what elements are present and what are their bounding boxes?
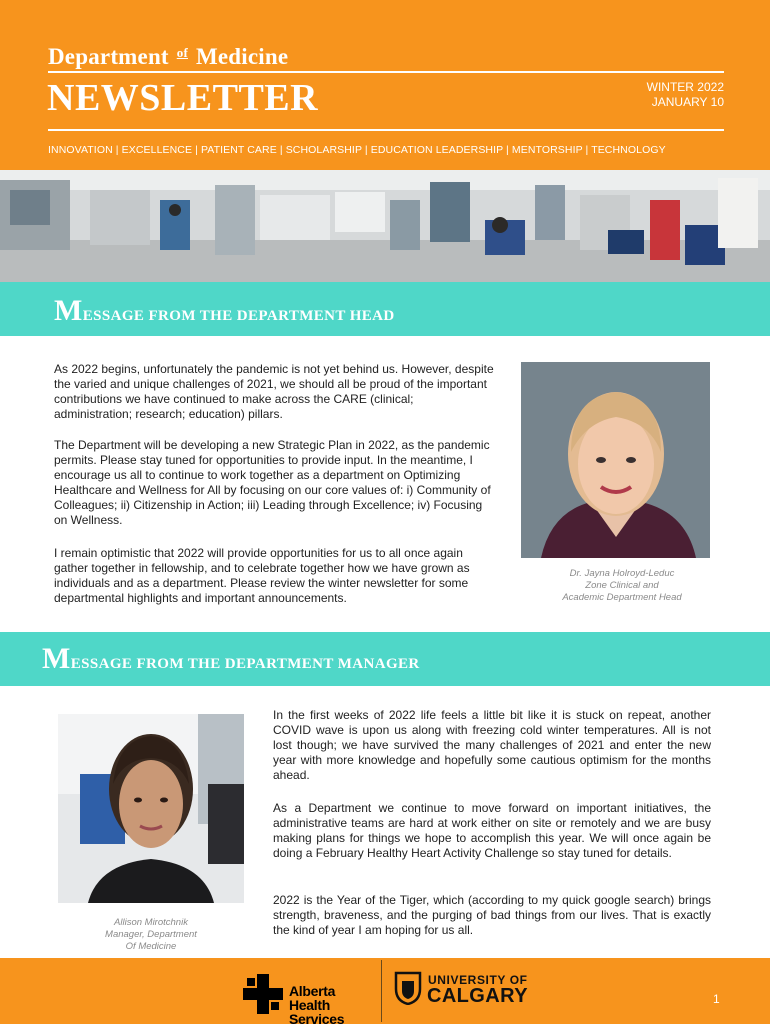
caption-role-line1: Zone Clinical and [585, 580, 659, 591]
department-prefix: Department [48, 44, 169, 69]
department-head-portrait [521, 362, 710, 558]
issue-date [647, 80, 724, 110]
header-divider-bottom [48, 129, 724, 131]
department-manager-caption [58, 917, 244, 953]
hospital-ward-banner-photo [0, 170, 770, 282]
ahs-line2: Services [289, 1011, 345, 1024]
caption-role-line1: Manager, Department [105, 929, 197, 940]
issue-season: WINTER 2022 [646, 80, 724, 94]
manager-paragraph-2: As a Department we continue to move forward on important initiatives, the administrative teams are hard at work either on site or remotely and we are busy making plans for things we hope to accomplish this year. We will once again be doing a February Healthy Heart Activity Challenge so stay tuned for details. [273, 801, 711, 860]
header-divider-top [48, 71, 724, 73]
caption-role-line2: Of Medicine [125, 941, 177, 952]
heading-initial: M [54, 294, 83, 327]
section-bar-department-manager [0, 632, 770, 686]
caption-name: Allison Mirotchnik [114, 917, 188, 928]
banner-illustration [0, 170, 770, 282]
uc-crest-icon [394, 971, 422, 1005]
ahs-line1: Alberta Health [289, 983, 336, 1013]
alberta-health-services-logo [243, 970, 373, 1024]
newsletter-title: NEWSLETTER [47, 77, 319, 119]
department-suffix: Medicine [195, 44, 289, 69]
uc-line1: UNIVERSITY OF [428, 973, 528, 987]
newsletter-footer [0, 958, 770, 1024]
caption-name: Dr. Jayna Holroyd-Leduc [569, 568, 675, 579]
issue-day: JANUARY 10 [651, 95, 724, 109]
heading-text: ESSAGE FROM THE DEPARTMENT MANAGER [70, 656, 420, 672]
head-paragraph-1: As 2022 begins, unfortunately the pandemic is not yet behind us. However, despite the varied and unique challenges of 2021, we should all be proud of the important contributions we have continued to make across the CARE (clinical; administration; research; education) pillars. [54, 362, 494, 421]
uc-line2: CALGARY [427, 985, 528, 1007]
department-manager-photo [58, 714, 244, 903]
caption-role-line2: Academic Department Head [562, 592, 682, 603]
department-of: of [176, 45, 188, 60]
heading-text: ESSAGE FROM THE DEPARTMENT HEAD [82, 308, 395, 324]
manager-paragraph-1: In the first weeks of 2022 life feels a little bit like it is stuck on repeat, another COVID wave is upon us along with freezing cold winter temperatures. All is not lost though; we have survived the many challenges of 2021 and enter the new year with more knowledge and hopefully some cautious optimism for the months ahead. [273, 708, 711, 782]
newsletter-header [0, 0, 770, 170]
manager-paragraph-3: 2022 is the Year of the Tiger, which (according to my quick google search) brings strength, braveness, and the purging of bad things from our lives. That is exactly the kind of year I am hoping for us all. [273, 893, 711, 937]
department-head-caption [521, 568, 723, 604]
head-paragraph-3: I remain optimistic that 2022 will provide opportunities for us to all once again gather together in fellowship, and to celebrate together how we have grown as individuals and as a department. Please review the winter newsletter for some departmental highlights and important announcements. [54, 546, 470, 605]
department-title [48, 44, 288, 70]
heading-initial: M [42, 642, 71, 675]
head-paragraph-2: The Department will be developing a new Strategic Plan in 2022, as the pandemic permits. Please stay tuned for opportunities to provide input. In the meantime, I encourage us all to continue to work together as a department on Optimizing Healthcare and Wellness for All by focusing on our core values of: i) Community of Colleagues; ii) Citizenship in Action; iii) Leading through Excellence; iv) Focusing on Wellness. [54, 438, 491, 527]
section-bar-department-head [0, 282, 770, 336]
page-number: 1 [713, 992, 720, 1006]
department-manager-portrait [58, 714, 244, 903]
department-head-photo [521, 362, 710, 558]
footer-divider [381, 960, 382, 1022]
ahs-cross-icon [243, 974, 285, 1014]
section-heading-department-manager [42, 642, 420, 676]
university-of-calgary-logo [394, 968, 534, 1014]
ahs-wordmark [289, 984, 373, 1024]
section-heading-department-head [54, 294, 395, 328]
core-values-strip: INNOVATION | EXCELLENCE | PATIENT CARE | SCHOLARSHIP | EDUCATION LEADERSHIP | MENTORSHIP | TECHNOLOGY [48, 144, 666, 156]
